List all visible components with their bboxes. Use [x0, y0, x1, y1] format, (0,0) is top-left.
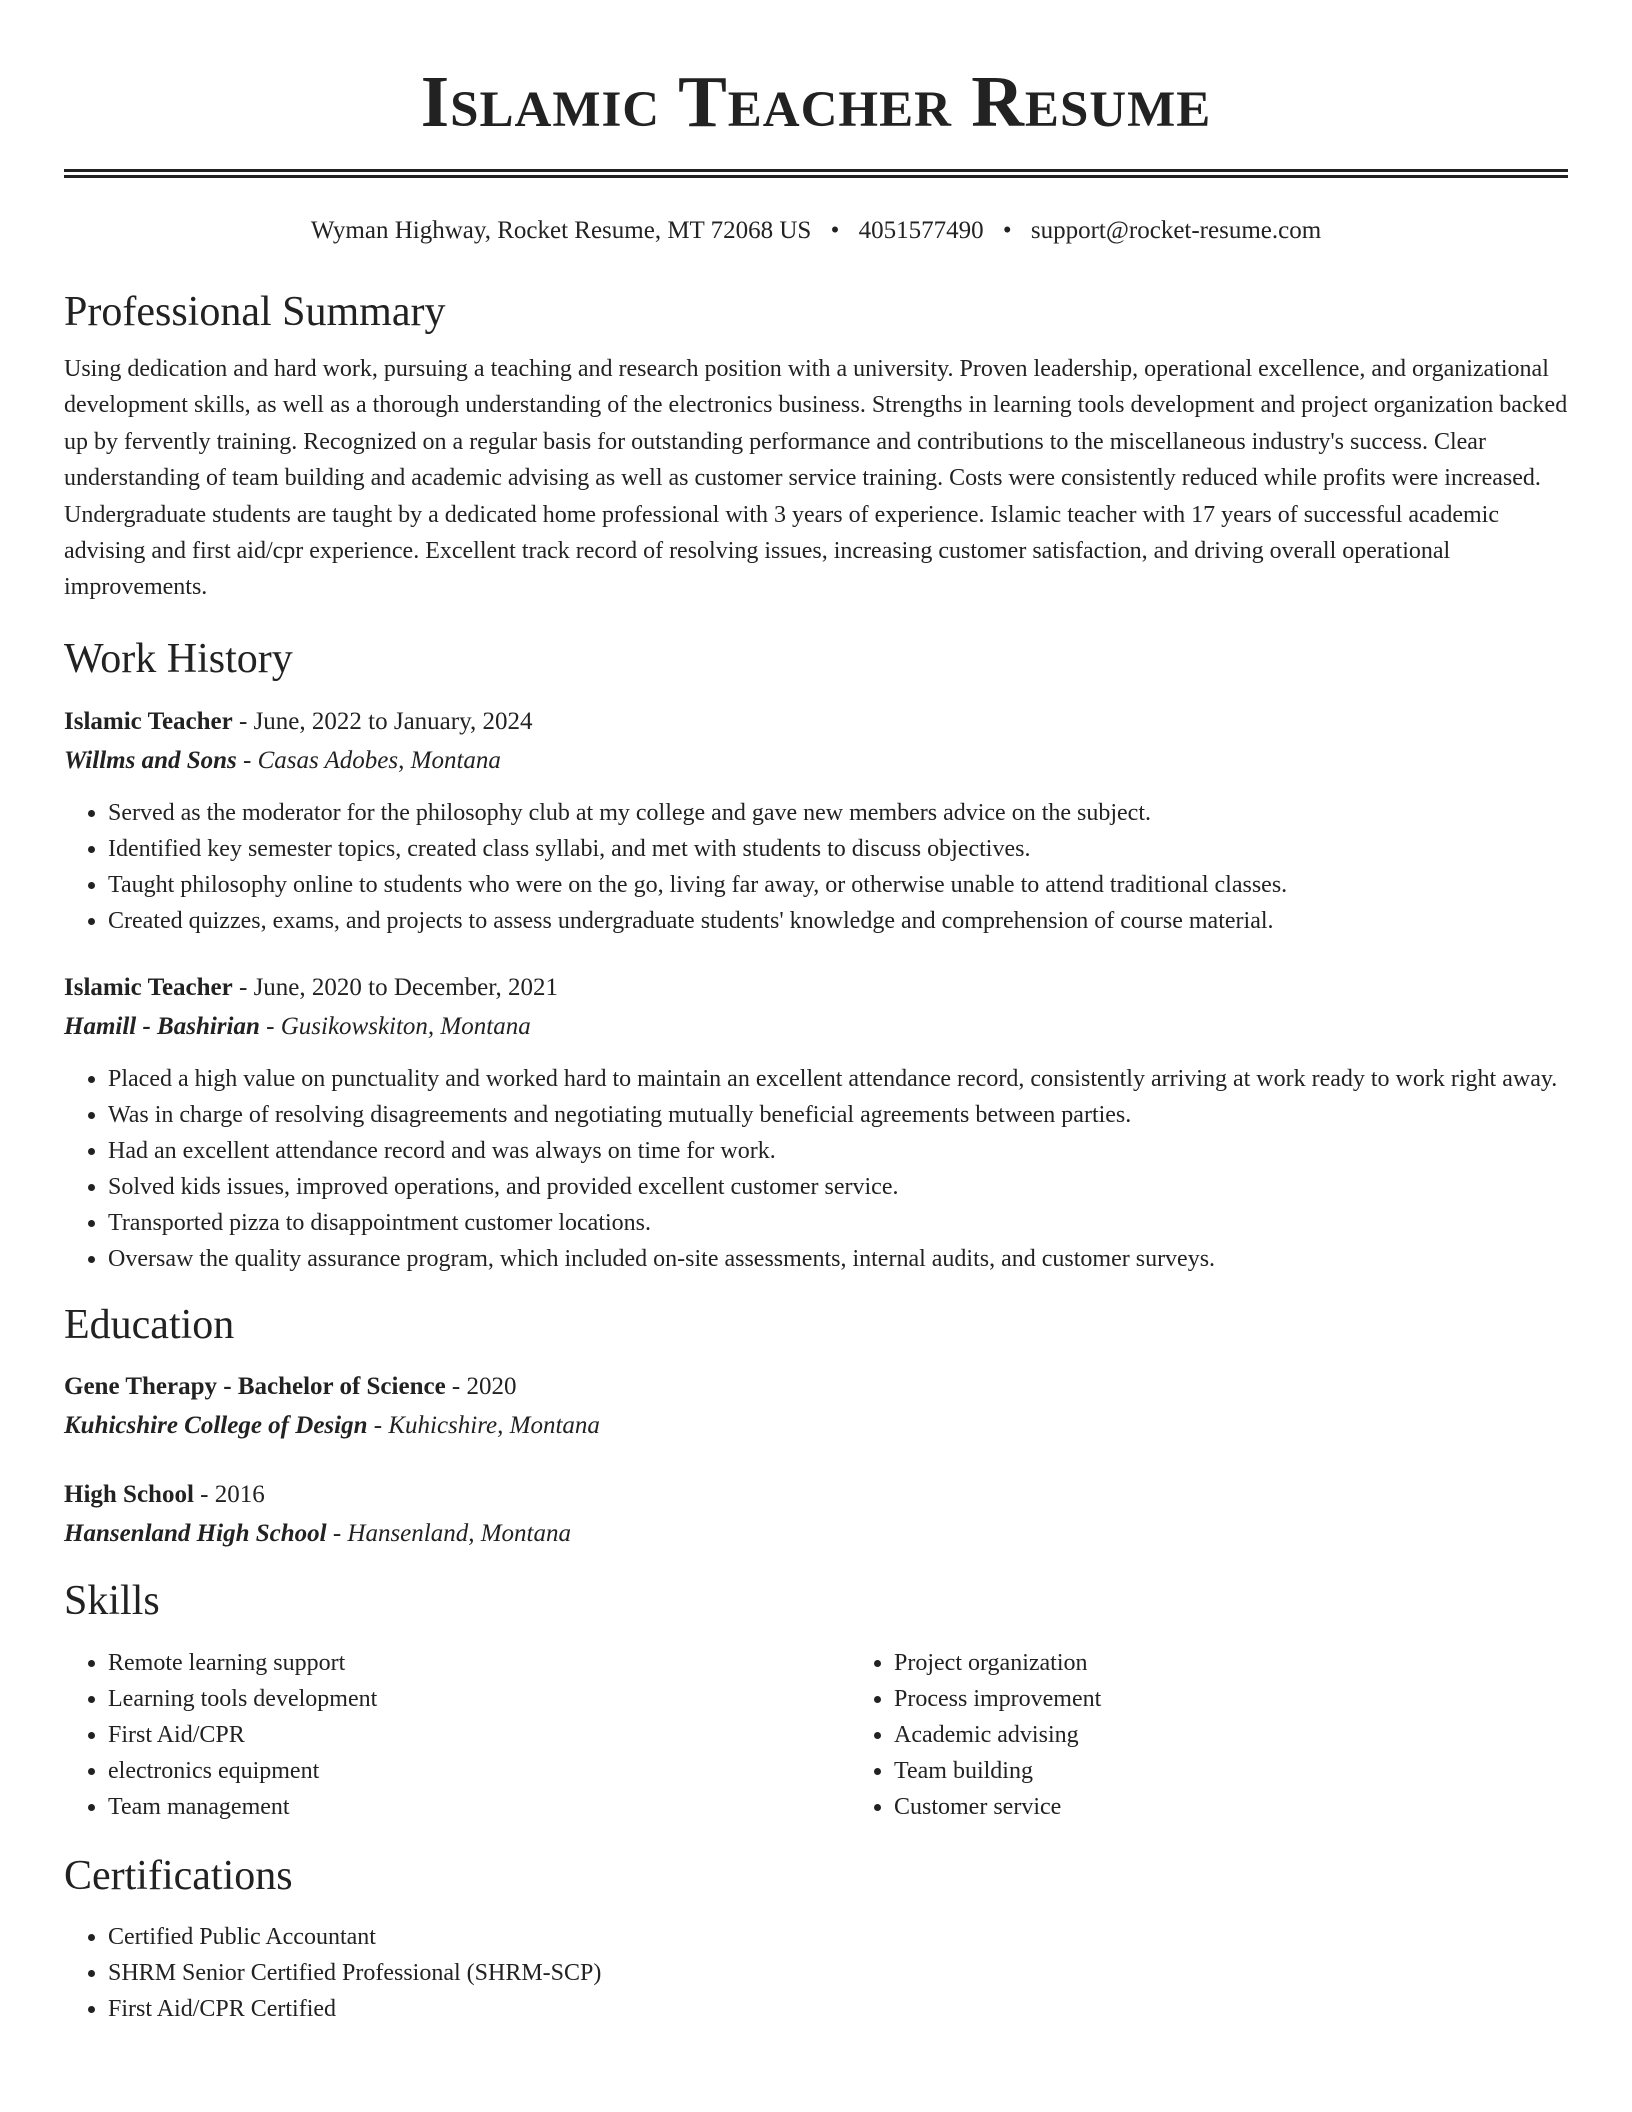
certifications-heading: Certifications [64, 1852, 293, 1899]
list-item: • First Aid/CPR Certified [108, 1991, 1568, 2027]
contact-line [64, 215, 1568, 247]
education-degree-line [64, 1475, 1568, 1514]
skills-left-list [64, 1645, 850, 1825]
list-item: • Was in charge of resolving disagreements and negotiating mutually beneficial agreements between parties. [108, 1097, 1568, 1133]
education-degree: High School [64, 1480, 194, 1508]
list-item: • Process improvement [894, 1681, 1101, 1717]
job-bullets [64, 1061, 1568, 1277]
job-company: Willms and Sons [64, 746, 237, 774]
list-item: • Certified Public Accountant [108, 1919, 1568, 1955]
list-item: • Remote learning support [108, 1645, 850, 1681]
contact-phone: 4051577490 [858, 217, 984, 244]
summary-text: Using dedication and hard work, pursuing a teaching and research position with a university. Proven leadership, operational excellence, and organizational development skills, as well as a thorough understanding of the electronics business. Strengths in learning tools development and project organization backed up by fervently training. Recognized on a regular basis for outstanding performance and contributions to the miscellaneous industry's success. Clear understanding of team building and academic advising as well as customer service training. Costs were consistently reduced while profits were increased. Undergraduate students are taught by a dedicated home professional with 3 years of experience. Islamic teacher with 17 years of successful academic advising and first aid/cpr experience. Excellent track record of resolving issues, increasing customer satisfaction, and driving overall operational improvements. [64, 356, 1568, 601]
list-item: • Created quizzes, exams, and projects to assess undergraduate students' knowledge and comprehension of course material. [108, 903, 1568, 939]
job-location: - Casas Adobes, Montana [236, 746, 501, 774]
work-history-heading: Work History [64, 635, 293, 682]
list-item: • Learning tools development [108, 1681, 850, 1717]
education-year: - 2020 [445, 1372, 517, 1400]
job-dates: - June, 2022 to January, 2024 [232, 707, 533, 735]
education-school-line [64, 1406, 1568, 1445]
page-title: Islamic Teacher Resume [420, 61, 1212, 142]
education-school-line [64, 1514, 1568, 1553]
list-item: • Identified key semester topics, created class syllabi, and met with students to discuss objectives. [108, 831, 1568, 867]
list-item: • Academic advising [894, 1717, 1101, 1753]
list-item: • electronics equipment [108, 1753, 850, 1789]
job-title: Islamic Teacher [64, 707, 233, 735]
education-location: - Hansenland, Montana [326, 1519, 571, 1547]
education-entry-2 [64, 1475, 1568, 1553]
job-company: Hamill - Bashirian [64, 1012, 260, 1040]
list-item: • Project organization [894, 1645, 1101, 1681]
education-year: - 2016 [193, 1480, 265, 1508]
contact-separator: • [830, 217, 840, 244]
education-heading: Education [64, 1301, 235, 1348]
education-school: Kuhicshire College of Design [64, 1411, 368, 1439]
title-divider [64, 169, 1568, 178]
job-entry-2 [64, 968, 1568, 1277]
job-title-line [64, 968, 1568, 1007]
job-dates: - June, 2020 to December, 2021 [232, 973, 559, 1001]
contact-address: Wyman Highway, Rocket Resume, MT 72068 US [310, 217, 812, 244]
list-item: • Team building [894, 1753, 1101, 1789]
contact-email: support@rocket-resume.com [1030, 217, 1322, 244]
skills-right-list [850, 1645, 1101, 1825]
education-entry-1 [64, 1367, 1568, 1445]
summary-heading: Professional Summary [64, 289, 446, 335]
list-item: • Had an excellent attendance record and was always on time for work. [108, 1133, 1568, 1169]
list-item: • Customer service [894, 1789, 1101, 1825]
list-item: • Served as the moderator for the philosophy club at my college and gave new members advice on the subject. [108, 795, 1568, 831]
education-school: Hansenland High School [64, 1519, 327, 1547]
list-item: • First Aid/CPR [108, 1717, 850, 1753]
skills-heading: Skills [64, 1577, 160, 1624]
certifications-list [64, 1919, 1568, 2027]
education-degree: Gene Therapy - Bachelor of Science [64, 1372, 446, 1400]
job-location: - Gusikowskiton, Montana [259, 1012, 531, 1040]
job-bullets [64, 795, 1568, 939]
job-title: Islamic Teacher [64, 973, 233, 1001]
education-degree-line [64, 1367, 1568, 1406]
job-company-line [64, 1007, 1568, 1046]
job-entry-1 [64, 702, 1568, 939]
education-location: - Kuhicshire, Montana [367, 1411, 600, 1439]
contact-separator: • [1002, 217, 1012, 244]
list-item: • Taught philosophy online to students who were on the go, living far away, or otherwise unable to attend traditional classes. [108, 867, 1568, 903]
job-title-line [64, 702, 1568, 741]
list-item: • Placed a high value on punctuality and worked hard to maintain an excellent attendance record, consistently arriving at work ready to work right away. [108, 1061, 1568, 1097]
list-item: • Transported pizza to disappointment customer locations. [108, 1205, 1568, 1241]
skills-columns [64, 1645, 1568, 1825]
list-item: • Solved kids issues, improved operations, and provided excellent customer service. [108, 1169, 1568, 1205]
list-item: • SHRM Senior Certified Professional (SHRM-SCP) [108, 1955, 1568, 1991]
list-item: • Oversaw the quality assurance program, which included on-site assessments, internal audits, and customer surveys. [108, 1241, 1568, 1277]
list-item: • Team management [108, 1789, 850, 1825]
job-company-line [64, 741, 1568, 780]
